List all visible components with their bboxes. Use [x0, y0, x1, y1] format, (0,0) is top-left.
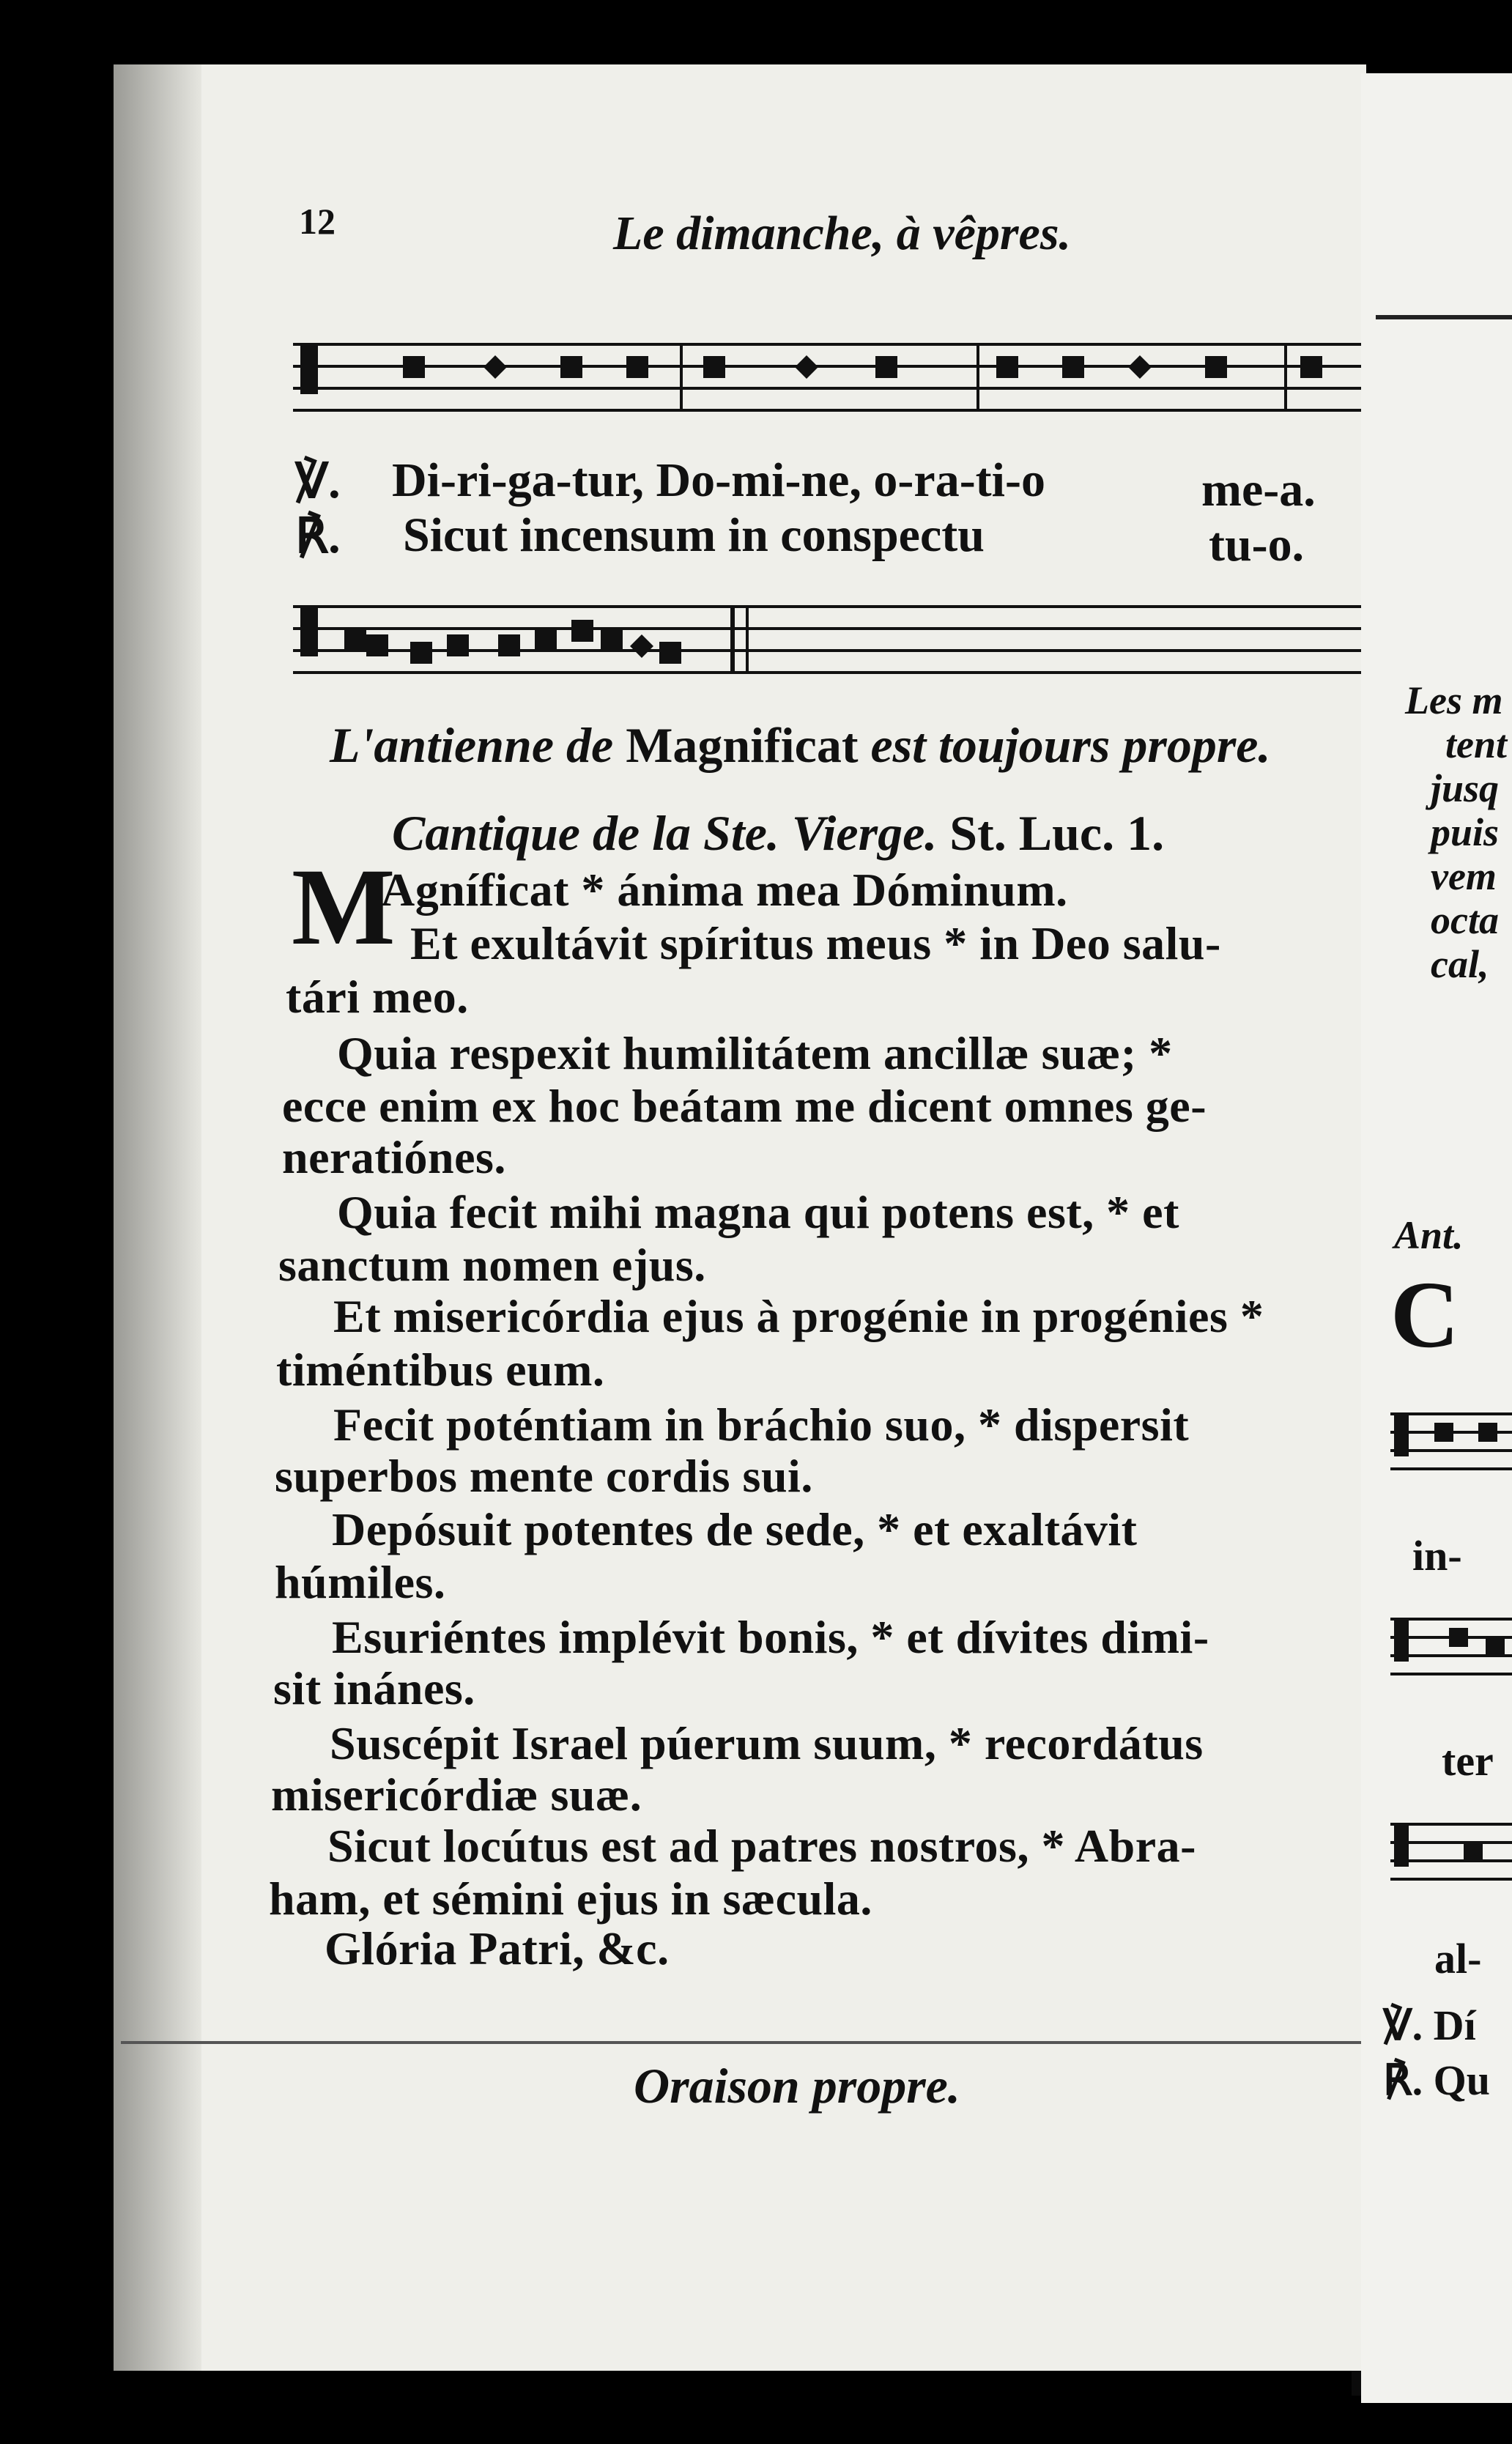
antiphon-note-part3: est toujours propre.: [870, 717, 1271, 773]
response-lyric: Sicut incensum in conspectu: [403, 508, 985, 562]
text-line-13: Depósuit potentes de sede, * et exaltávit: [332, 1503, 1138, 1555]
text-line-7: Quia fecit mihi magna qui potens est, * et: [337, 1186, 1179, 1238]
right-italic-3: jusq: [1431, 766, 1500, 810]
text-line-9: Et misericórdia ejus à progénie in progénies *: [333, 1290, 1264, 1342]
left-page: [114, 64, 1366, 2371]
right-italic-5: vem: [1431, 854, 1497, 898]
ant-label: Ant.: [1394, 1213, 1464, 1257]
right-lyric-3: al-: [1434, 1935, 1482, 1982]
text-line-3: tári meo.: [286, 971, 469, 1023]
right-italic-2: tent: [1445, 722, 1508, 766]
fold-line: [121, 2041, 1366, 2044]
canticle-heading: [392, 804, 1164, 862]
right-staff-2: [1390, 1612, 1512, 1692]
text-line-14: húmiles.: [275, 1556, 446, 1608]
page-number: 12: [299, 201, 336, 242]
text-line-4: Quia respexit humilitátem ancillæ suæ; *: [337, 1027, 1173, 1079]
text-line-17: Suscépit Israel púerum suum, * recordátus: [330, 1717, 1204, 1769]
text-line-19: Sicut locútus est ad patres nostros, * Abra-: [327, 1820, 1196, 1872]
right-drop-cap: C: [1390, 1262, 1459, 1368]
versicle-lyric: Di-ri-ga-tur, Do-mi-ne, o-ra-ti-o: [392, 453, 1045, 507]
text-line-6: neratiónes.: [282, 1131, 506, 1183]
right-response: ℟. Qu: [1383, 2056, 1491, 2104]
music-staff-2: [293, 599, 1366, 695]
versicle-end: me-a.: [1201, 463, 1316, 516]
antiphon-note: [330, 716, 1270, 774]
text-line-20: ham, et sémini ejus in sæcula.: [269, 1873, 872, 1925]
page-edge-shadow: [114, 64, 201, 2371]
response-symbol: ℟.: [295, 510, 341, 563]
text-line-16: sit inánes.: [273, 1662, 475, 1714]
running-title: Le dimanche, à vêpres.: [613, 207, 1072, 260]
right-italic-6: octa: [1431, 898, 1499, 942]
text-line-12: superbos mente cordis sui.: [275, 1450, 813, 1502]
text-line-2: Et exultávit spíritus meus * in Deo salu-: [410, 917, 1221, 969]
right-staff-3: [1390, 1817, 1512, 1897]
text-line-1: Agníficat * ánima mea Dóminum.: [381, 864, 1068, 916]
right-lyric-1: in-: [1412, 1532, 1462, 1580]
text-line-5: ecce enim ex hoc beátam me dicent omnes ge-: [282, 1080, 1207, 1132]
music-staff-1: [293, 337, 1366, 432]
antiphon-note-part2: Magnificat: [626, 717, 859, 773]
right-italic-4: puis: [1431, 810, 1500, 854]
drop-cap: M: [292, 846, 396, 968]
text-line-15: Esuriéntes implévit bonis, * et dívites dimi-: [332, 1611, 1209, 1663]
right-italic-1: Les m: [1405, 678, 1503, 722]
versicle-symbol: ℣.: [295, 455, 341, 508]
response-end: tu-o.: [1209, 518, 1305, 571]
text-line-10: timéntibus eum.: [276, 1344, 605, 1396]
oraison-heading: Oraison propre.: [634, 2058, 960, 2114]
text-line-18: misericórdiæ suæ.: [271, 1769, 642, 1821]
right-versicle: ℣. Dí: [1383, 2002, 1476, 2049]
right-staff-1: [1390, 1407, 1512, 1487]
right-italic-7: cal,: [1431, 942, 1489, 986]
right-lyric-2: ter: [1442, 1737, 1494, 1785]
right-page: [1361, 73, 1512, 2403]
rule-top: [1376, 315, 1512, 319]
canticle-heading-title: Cantique de la Ste. Vierge.: [392, 805, 938, 861]
text-line-11: Fecit poténtiam in bráchio suo, * dispersit: [333, 1399, 1190, 1451]
text-line-21: Glória Patri, &c.: [325, 1922, 670, 1974]
text-line-8: sanctum nomen ejus.: [278, 1239, 706, 1291]
canticle-heading-reference: St. Luc. 1.: [949, 805, 1165, 861]
antiphon-note-part1: L'antienne de: [330, 717, 614, 773]
